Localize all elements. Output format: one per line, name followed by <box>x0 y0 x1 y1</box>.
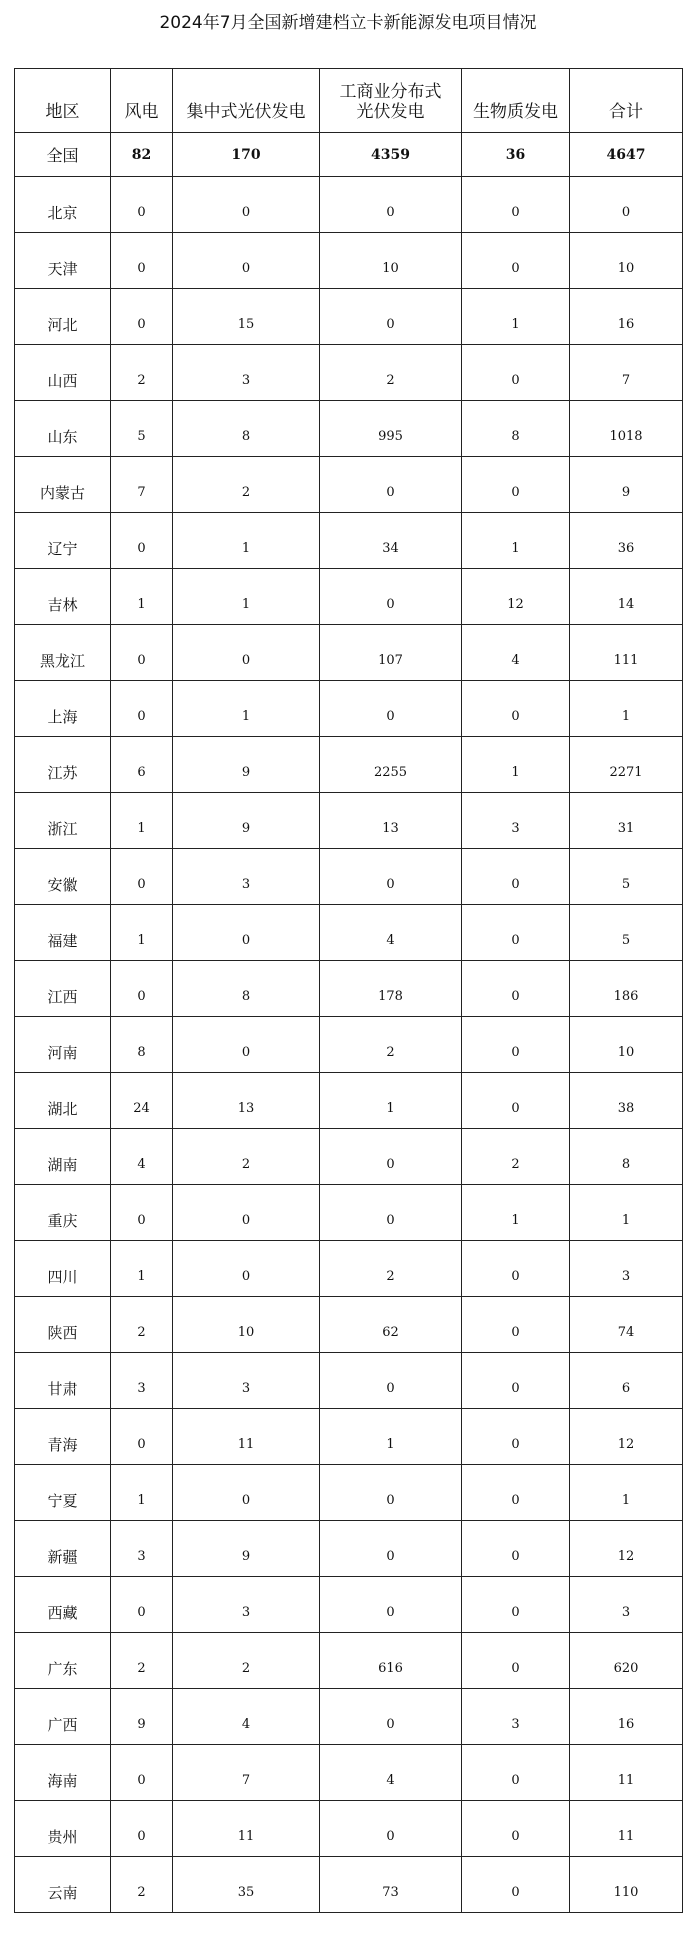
total-cell: 16 <box>570 1689 683 1745</box>
biomass-cell: 1 <box>462 737 570 793</box>
region-cell: 青海 <box>15 1409 111 1465</box>
region-cell: 黑龙江 <box>15 625 111 681</box>
region-cell: 安徽 <box>15 849 111 905</box>
wind-cell: 82 <box>111 133 173 177</box>
distributed-pv-cell: 2255 <box>320 737 462 793</box>
region-cell: 上海 <box>15 681 111 737</box>
central-pv-cell: 11 <box>173 1409 320 1465</box>
central-pv-cell: 3 <box>173 849 320 905</box>
distributed-pv-cell: 2 <box>320 1241 462 1297</box>
wind-cell: 0 <box>111 513 173 569</box>
region-cell: 浙江 <box>15 793 111 849</box>
wind-cell: 0 <box>111 961 173 1017</box>
central-pv-cell: 0 <box>173 1017 320 1073</box>
wind-cell: 0 <box>111 625 173 681</box>
total-cell: 186 <box>570 961 683 1017</box>
region-cell: 云南 <box>15 1857 111 1913</box>
wind-cell: 1 <box>111 905 173 961</box>
biomass-cell: 0 <box>462 1241 570 1297</box>
total-cell: 1018 <box>570 401 683 457</box>
table-row <box>15 793 683 849</box>
wind-cell: 6 <box>111 737 173 793</box>
distributed-pv-cell: 0 <box>320 289 462 345</box>
wind-cell: 0 <box>111 1577 173 1633</box>
wind-cell: 0 <box>111 177 173 233</box>
total-cell: 8 <box>570 1129 683 1185</box>
wind-cell: 8 <box>111 1017 173 1073</box>
table-row <box>15 569 683 625</box>
region-cell: 湖南 <box>15 1129 111 1185</box>
biomass-cell: 1 <box>462 289 570 345</box>
region-cell: 福建 <box>15 905 111 961</box>
central-pv-cell: 3 <box>173 345 320 401</box>
distributed-pv-cell: 0 <box>320 457 462 513</box>
wind-cell: 1 <box>111 793 173 849</box>
total-cell: 7 <box>570 345 683 401</box>
total-cell: 2271 <box>570 737 683 793</box>
region-cell: 河南 <box>15 1017 111 1073</box>
distributed-pv-cell: 34 <box>320 513 462 569</box>
table-row <box>15 905 683 961</box>
distributed-pv-cell: 0 <box>320 1129 462 1185</box>
column-header-total: 合计 <box>570 69 683 133</box>
projects-table <box>14 68 683 1913</box>
region-cell: 四川 <box>15 1241 111 1297</box>
wind-cell: 2 <box>111 1297 173 1353</box>
distributed-pv-cell: 10 <box>320 233 462 289</box>
biomass-cell: 3 <box>462 793 570 849</box>
total-cell: 1 <box>570 1465 683 1521</box>
total-cell: 3 <box>570 1241 683 1297</box>
central-pv-cell: 35 <box>173 1857 320 1913</box>
total-cell: 38 <box>570 1073 683 1129</box>
biomass-cell: 0 <box>462 233 570 289</box>
table-row <box>15 289 683 345</box>
wind-cell: 0 <box>111 681 173 737</box>
distributed-pv-cell: 0 <box>320 1801 462 1857</box>
region-cell: 甘肃 <box>15 1353 111 1409</box>
distributed-pv-cell: 1 <box>320 1073 462 1129</box>
column-header-distributed-pv <box>320 69 462 133</box>
total-cell: 74 <box>570 1297 683 1353</box>
total-cell: 16 <box>570 289 683 345</box>
region-cell: 西藏 <box>15 1577 111 1633</box>
region-cell: 吉林 <box>15 569 111 625</box>
distributed-pv-cell: 13 <box>320 793 462 849</box>
distributed-pv-cell: 62 <box>320 1297 462 1353</box>
total-cell: 111 <box>570 625 683 681</box>
wind-cell: 1 <box>111 1241 173 1297</box>
table-row <box>15 1073 683 1129</box>
biomass-cell: 1 <box>462 513 570 569</box>
biomass-cell: 36 <box>462 133 570 177</box>
table-row <box>15 681 683 737</box>
distributed-pv-cell: 73 <box>320 1857 462 1913</box>
central-pv-cell: 1 <box>173 569 320 625</box>
biomass-cell: 3 <box>462 1689 570 1745</box>
distributed-pv-cell: 0 <box>320 1185 462 1241</box>
table-row <box>15 1241 683 1297</box>
region-cell: 山东 <box>15 401 111 457</box>
table-row <box>15 737 683 793</box>
central-pv-cell: 0 <box>173 1465 320 1521</box>
biomass-cell: 0 <box>462 457 570 513</box>
central-pv-cell: 9 <box>173 793 320 849</box>
biomass-cell: 0 <box>462 1521 570 1577</box>
total-cell: 9 <box>570 457 683 513</box>
biomass-cell: 0 <box>462 681 570 737</box>
total-cell: 31 <box>570 793 683 849</box>
table-row <box>15 1857 683 1913</box>
biomass-cell: 0 <box>462 1745 570 1801</box>
central-pv-cell: 1 <box>173 513 320 569</box>
biomass-cell: 0 <box>462 1017 570 1073</box>
wind-cell: 1 <box>111 1465 173 1521</box>
total-cell: 5 <box>570 849 683 905</box>
distributed-pv-cell: 0 <box>320 1465 462 1521</box>
region-cell: 宁夏 <box>15 1465 111 1521</box>
biomass-cell: 0 <box>462 1633 570 1689</box>
distributed-pv-cell: 995 <box>320 401 462 457</box>
table-row <box>15 1409 683 1465</box>
distributed-pv-cell: 4359 <box>320 133 462 177</box>
central-pv-cell: 0 <box>173 1241 320 1297</box>
biomass-cell: 0 <box>462 905 570 961</box>
wind-cell: 3 <box>111 1353 173 1409</box>
distributed-pv-cell: 1 <box>320 1409 462 1465</box>
central-pv-cell: 9 <box>173 1521 320 1577</box>
distributed-pv-cell: 178 <box>320 961 462 1017</box>
biomass-cell: 12 <box>462 569 570 625</box>
biomass-cell: 0 <box>462 1577 570 1633</box>
table-row <box>15 1465 683 1521</box>
central-pv-cell: 2 <box>173 457 320 513</box>
region-cell: 湖北 <box>15 1073 111 1129</box>
total-cell: 10 <box>570 1017 683 1073</box>
region-cell: 全国 <box>15 133 111 177</box>
table-row <box>15 1633 683 1689</box>
column-header-central-pv: 集中式光伏发电 <box>173 69 320 133</box>
central-pv-cell: 3 <box>173 1577 320 1633</box>
central-pv-cell: 7 <box>173 1745 320 1801</box>
biomass-cell: 0 <box>462 177 570 233</box>
total-cell: 11 <box>570 1745 683 1801</box>
total-cell: 3 <box>570 1577 683 1633</box>
region-cell: 辽宁 <box>15 513 111 569</box>
table-row <box>15 1801 683 1857</box>
table-row <box>15 961 683 1017</box>
central-pv-cell: 8 <box>173 961 320 1017</box>
table-header-row <box>15 69 683 133</box>
distributed-pv-cell: 0 <box>320 681 462 737</box>
column-header-wind: 风电 <box>111 69 173 133</box>
biomass-cell: 2 <box>462 1129 570 1185</box>
central-pv-cell: 1 <box>173 681 320 737</box>
biomass-cell: 0 <box>462 1857 570 1913</box>
distributed-pv-cell: 0 <box>320 849 462 905</box>
total-cell: 1 <box>570 1185 683 1241</box>
central-pv-cell: 10 <box>173 1297 320 1353</box>
central-pv-cell: 170 <box>173 133 320 177</box>
wind-cell: 1 <box>111 569 173 625</box>
distributed-pv-cell: 0 <box>320 1521 462 1577</box>
region-cell: 江西 <box>15 961 111 1017</box>
biomass-cell: 0 <box>462 1297 570 1353</box>
wind-cell: 7 <box>111 457 173 513</box>
table-row <box>15 849 683 905</box>
central-pv-cell: 0 <box>173 905 320 961</box>
distributed-pv-cell: 0 <box>320 1577 462 1633</box>
region-cell: 新疆 <box>15 1521 111 1577</box>
table-row <box>15 625 683 681</box>
region-cell: 天津 <box>15 233 111 289</box>
region-cell: 广西 <box>15 1689 111 1745</box>
table-row <box>15 1745 683 1801</box>
central-pv-cell: 3 <box>173 1353 320 1409</box>
central-pv-cell: 0 <box>173 177 320 233</box>
total-cell: 12 <box>570 1409 683 1465</box>
distributed-pv-cell: 0 <box>320 1353 462 1409</box>
wind-cell: 0 <box>111 1185 173 1241</box>
region-cell: 陕西 <box>15 1297 111 1353</box>
total-cell: 14 <box>570 569 683 625</box>
biomass-cell: 0 <box>462 1465 570 1521</box>
biomass-cell: 8 <box>462 401 570 457</box>
total-cell: 110 <box>570 1857 683 1913</box>
region-cell: 江苏 <box>15 737 111 793</box>
region-cell: 重庆 <box>15 1185 111 1241</box>
table-row <box>15 401 683 457</box>
wind-cell: 0 <box>111 1801 173 1857</box>
central-pv-cell: 0 <box>173 1185 320 1241</box>
central-pv-cell: 9 <box>173 737 320 793</box>
distributed-pv-cell: 4 <box>320 1745 462 1801</box>
biomass-cell: 0 <box>462 961 570 1017</box>
distributed-pv-cell: 0 <box>320 177 462 233</box>
region-cell: 贵州 <box>15 1801 111 1857</box>
table-row <box>15 1129 683 1185</box>
total-cell: 10 <box>570 233 683 289</box>
distributed-pv-cell: 4 <box>320 905 462 961</box>
total-cell: 11 <box>570 1801 683 1857</box>
national-total-row <box>15 133 683 177</box>
wind-cell: 24 <box>111 1073 173 1129</box>
table-row <box>15 457 683 513</box>
distributed-pv-cell: 0 <box>320 1689 462 1745</box>
column-header-distributed-pv-label: 工商业分布式光伏发电 <box>339 82 442 122</box>
table-row <box>15 1017 683 1073</box>
wind-cell: 0 <box>111 849 173 905</box>
wind-cell: 2 <box>111 1633 173 1689</box>
table-row <box>15 177 683 233</box>
region-cell: 山西 <box>15 345 111 401</box>
distributed-pv-cell: 0 <box>320 569 462 625</box>
central-pv-cell: 15 <box>173 289 320 345</box>
wind-cell: 2 <box>111 345 173 401</box>
biomass-cell: 4 <box>462 625 570 681</box>
column-header-biomass: 生物质发电 <box>462 69 570 133</box>
biomass-cell: 0 <box>462 1353 570 1409</box>
biomass-cell: 0 <box>462 1801 570 1857</box>
wind-cell: 4 <box>111 1129 173 1185</box>
central-pv-cell: 4 <box>173 1689 320 1745</box>
wind-cell: 0 <box>111 1745 173 1801</box>
total-cell: 1 <box>570 681 683 737</box>
central-pv-cell: 2 <box>173 1633 320 1689</box>
total-cell: 5 <box>570 905 683 961</box>
region-cell: 海南 <box>15 1745 111 1801</box>
table-row <box>15 233 683 289</box>
table-row <box>15 1185 683 1241</box>
total-cell: 12 <box>570 1521 683 1577</box>
total-cell: 4647 <box>570 133 683 177</box>
distributed-pv-cell: 616 <box>320 1633 462 1689</box>
biomass-cell: 0 <box>462 849 570 905</box>
wind-cell: 0 <box>111 289 173 345</box>
table-row <box>15 1689 683 1745</box>
table-row <box>15 1521 683 1577</box>
biomass-cell: 1 <box>462 1185 570 1241</box>
central-pv-cell: 11 <box>173 1801 320 1857</box>
table-row <box>15 513 683 569</box>
central-pv-cell: 8 <box>173 401 320 457</box>
biomass-cell: 0 <box>462 1073 570 1129</box>
table-row <box>15 1297 683 1353</box>
table-row <box>15 1577 683 1633</box>
region-cell: 内蒙古 <box>15 457 111 513</box>
column-header-region: 地区 <box>15 69 111 133</box>
biomass-cell: 0 <box>462 1409 570 1465</box>
distributed-pv-cell: 2 <box>320 1017 462 1073</box>
central-pv-cell: 0 <box>173 233 320 289</box>
total-cell: 6 <box>570 1353 683 1409</box>
biomass-cell: 0 <box>462 345 570 401</box>
wind-cell: 5 <box>111 401 173 457</box>
page-title: 2024年7月全国新增建档立卡新能源发电项目情况 <box>159 13 537 33</box>
wind-cell: 9 <box>111 1689 173 1745</box>
wind-cell: 2 <box>111 1857 173 1913</box>
distributed-pv-cell: 2 <box>320 345 462 401</box>
region-cell: 广东 <box>15 1633 111 1689</box>
distributed-pv-cell: 107 <box>320 625 462 681</box>
region-cell: 河北 <box>15 289 111 345</box>
central-pv-cell: 0 <box>173 625 320 681</box>
total-cell: 620 <box>570 1633 683 1689</box>
wind-cell: 0 <box>111 233 173 289</box>
total-cell: 0 <box>570 177 683 233</box>
central-pv-cell: 2 <box>173 1129 320 1185</box>
table-row <box>15 1353 683 1409</box>
table-row <box>15 345 683 401</box>
total-cell: 36 <box>570 513 683 569</box>
wind-cell: 0 <box>111 1409 173 1465</box>
central-pv-cell: 13 <box>173 1073 320 1129</box>
region-cell: 北京 <box>15 177 111 233</box>
wind-cell: 3 <box>111 1521 173 1577</box>
